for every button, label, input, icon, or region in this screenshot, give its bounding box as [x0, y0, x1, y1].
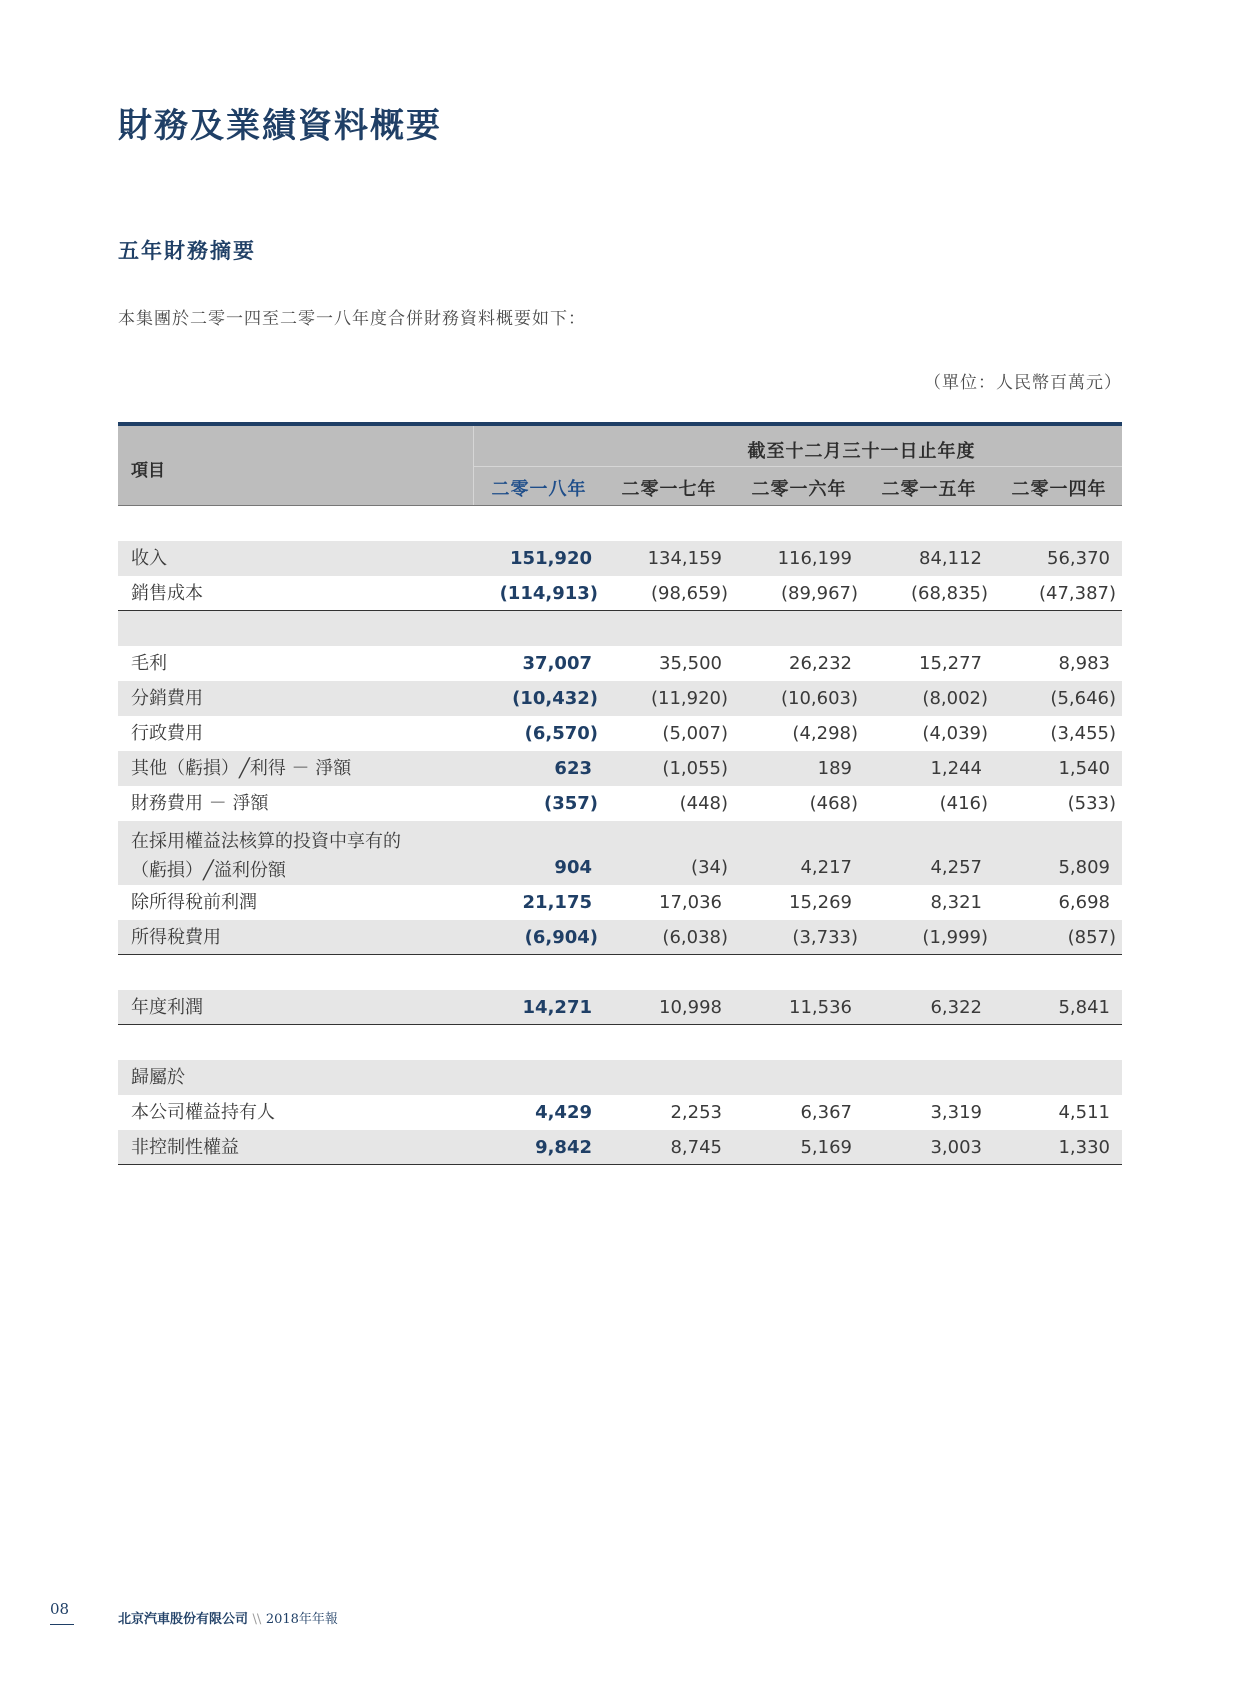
intro-text: 本集團於二零一四至二零一八年度合併財務資料概要如下：: [118, 309, 586, 329]
row-label: 行政費用: [131, 723, 203, 744]
value-2016: (89,967): [780, 583, 858, 604]
value-2017: 17,036: [659, 892, 722, 913]
table-row: [118, 681, 1122, 716]
value-2018: 151,920: [510, 548, 592, 569]
value-2018: (114,913): [499, 583, 598, 604]
footer-company: 北京汽車股份有限公司: [118, 1612, 249, 1627]
value-2014: 56,370: [1047, 548, 1110, 569]
row-label: 分銷費用: [131, 688, 203, 709]
value-2014: 1,540: [1058, 758, 1110, 779]
table-row: [118, 541, 1122, 576]
section-title: 五年財務摘要: [118, 239, 256, 263]
row-label: 其他（虧損）╱利得 － 淨額: [131, 758, 352, 779]
table-row: [118, 751, 1122, 786]
row-label: 收入: [131, 548, 167, 569]
table-row: [118, 885, 1122, 920]
value-2016: 5,169: [800, 1137, 852, 1158]
value-2017: 8,745: [670, 1137, 722, 1158]
value-2015: 8,321: [930, 892, 982, 913]
table-spacer: [118, 1025, 1122, 1060]
five-year-financial-table: [118, 422, 1122, 1165]
table-row: [118, 786, 1122, 821]
value-2017: 10,998: [659, 997, 722, 1018]
value-2018: 904: [554, 857, 592, 878]
table-header: [118, 426, 1122, 506]
value-2017: (5,007): [662, 723, 728, 744]
table-row: [118, 716, 1122, 751]
value-2017: 134,159: [647, 548, 722, 569]
value-2018: (6,904): [524, 927, 598, 948]
value-2014: 5,809: [1058, 857, 1110, 878]
row-label: 所得稅費用: [131, 927, 221, 948]
value-2014: 8,983: [1058, 653, 1110, 674]
value-2014: (5,646): [1050, 688, 1116, 709]
value-2018: 9,842: [535, 1137, 592, 1158]
table-row: [118, 920, 1122, 955]
value-2015: 1,244: [930, 758, 982, 779]
footer-separator: \\: [252, 1612, 262, 1627]
value-2015: (1,999): [922, 927, 988, 948]
value-2016: 116,199: [777, 548, 852, 569]
value-2016: 4,217: [800, 857, 852, 878]
value-2016: 26,232: [789, 653, 852, 674]
value-2017: (6,038): [662, 927, 728, 948]
value-2018: (6,570): [524, 723, 598, 744]
value-2018: 623: [554, 758, 592, 779]
value-2014: 5,841: [1058, 997, 1110, 1018]
page-title: 財務及業績資料概要: [118, 106, 442, 146]
value-2014: 6,698: [1058, 892, 1110, 913]
value-2014: (3,455): [1050, 723, 1116, 744]
value-2015: (416): [939, 793, 988, 814]
header-year-2014: 二零一四年: [1011, 479, 1107, 500]
value-2015: 3,319: [930, 1102, 982, 1123]
value-2015: 15,277: [919, 653, 982, 674]
header-year-2018: 二零一八年: [491, 479, 587, 500]
value-2018: 4,429: [535, 1102, 592, 1123]
row-label: 除所得稅前利潤: [131, 892, 257, 913]
value-2015: 4,257: [930, 857, 982, 878]
value-2017: 2,253: [670, 1102, 722, 1123]
value-2018: (10,432): [512, 688, 598, 709]
value-2014: 4,511: [1058, 1102, 1110, 1123]
table-spacer: [118, 955, 1122, 990]
header-year-2017: 二零一七年: [621, 479, 717, 500]
value-2017: (98,659): [650, 583, 728, 604]
page-number: 08: [50, 1600, 70, 1618]
row-label-line1: 在採用權益法核算的投資中享有的: [131, 831, 401, 852]
row-label: 銷售成本: [131, 583, 203, 604]
value-2018: 21,175: [522, 892, 592, 913]
row-label: 財務費用 － 淨額: [131, 793, 269, 814]
table-row: [118, 1095, 1122, 1130]
value-2015: (4,039): [922, 723, 988, 744]
value-2017: 35,500: [659, 653, 722, 674]
table-row: [118, 1060, 1122, 1095]
value-2016: 11,536: [789, 997, 852, 1018]
value-2015: 6,322: [930, 997, 982, 1018]
row-label: 年度利潤: [131, 997, 203, 1018]
unit-note: （單位：人民幣百萬元）: [924, 373, 1122, 393]
table-row: [118, 821, 1122, 885]
value-2018: 14,271: [522, 997, 592, 1018]
footer-text: [118, 1608, 338, 1627]
value-2014: 1,330: [1058, 1137, 1110, 1158]
value-2015: 84,112: [919, 548, 982, 569]
value-2016: 6,367: [800, 1102, 852, 1123]
table-row: [118, 646, 1122, 681]
value-2016: 15,269: [789, 892, 852, 913]
value-2014: (533): [1067, 793, 1116, 814]
row-label: 毛利: [131, 653, 167, 674]
value-2014: (857): [1067, 927, 1116, 948]
value-2014: (47,387): [1038, 583, 1116, 604]
value-2016: (4,298): [792, 723, 858, 744]
page-number-rule: [50, 1624, 74, 1625]
value-2017: (34): [691, 857, 728, 878]
row-label-line2: （虧損）╱溢利份額: [131, 860, 286, 881]
header-divider: [473, 466, 1122, 467]
value-2017: (1,055): [662, 758, 728, 779]
table-row: [118, 990, 1122, 1025]
table-row: [118, 1130, 1122, 1165]
table-spacer: [118, 506, 1122, 541]
value-2018: 37,007: [522, 653, 592, 674]
row-label: [131, 827, 401, 885]
row-label: 本公司權益持有人: [131, 1102, 275, 1123]
value-2015: (8,002): [922, 688, 988, 709]
value-2018: (357): [543, 793, 598, 814]
value-2017: (448): [679, 793, 728, 814]
footer-report: 2018年年報: [265, 1612, 338, 1627]
value-2017: (11,920): [650, 688, 728, 709]
value-2016: 189: [817, 758, 852, 779]
value-2016: (468): [809, 793, 858, 814]
value-2015: 3,003: [930, 1137, 982, 1158]
value-2015: (68,835): [910, 583, 988, 604]
row-label: 非控制性權益: [131, 1137, 239, 1158]
header-year-2016: 二零一六年: [751, 479, 847, 500]
header-year-2015: 二零一五年: [881, 479, 977, 500]
table-row: [118, 576, 1122, 611]
header-item: 項目: [131, 461, 165, 481]
value-2016: (3,733): [792, 927, 858, 948]
row-label: 歸屬於: [131, 1067, 185, 1088]
table-spacer-row: [118, 611, 1122, 646]
header-period: 截至十二月三十一日止年度: [747, 441, 976, 462]
value-2016: (10,603): [780, 688, 858, 709]
